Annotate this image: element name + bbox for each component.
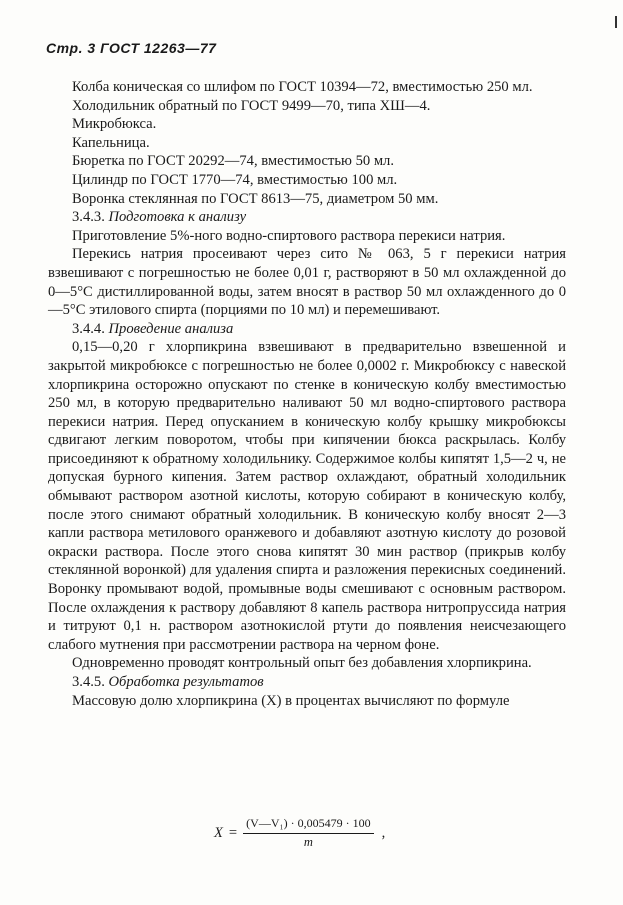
section-heading-preparation bbox=[48, 208, 566, 227]
formula-intro: Массовую долю хлорпикрина (X) в процентах вычисляют по формуле bbox=[72, 692, 510, 709]
equipment-burette: Бюретка по ГОСТ 20292—74, вместимостью 50 мл. bbox=[72, 153, 394, 170]
formula-numerator: (V—V₁) · 0,005479 · 100 bbox=[243, 816, 374, 834]
equipment-microbux: Микробюкса. bbox=[72, 116, 157, 133]
equipment-condenser: Холодильник обратный по ГОСТ 9499—70, типа ХШ—4. bbox=[72, 97, 431, 114]
section-heading-analysis bbox=[48, 320, 566, 339]
section-title: Проведение анализа bbox=[108, 320, 234, 337]
section-heading-results bbox=[48, 673, 566, 692]
section-number: 3.4.5. bbox=[72, 674, 105, 690]
equipment-flask: Колба коническая со шлифом по ГОСТ 10394—72, вместимостью 250 мл. bbox=[72, 79, 533, 95]
edge-mark bbox=[615, 16, 617, 28]
equipment-cylinder: Цилиндр по ГОСТ 1770—74, вместимостью 100 мл. bbox=[72, 171, 398, 188]
page-header: Стр. 3 ГОСТ 12263—77 bbox=[46, 40, 217, 56]
section-number: 3.4.4. bbox=[72, 320, 105, 337]
section-title: Подготовка к анализу bbox=[108, 209, 247, 226]
document-body bbox=[48, 78, 566, 710]
section-number: 3.4.3. bbox=[72, 209, 105, 226]
equipment-dropper: Капельница. bbox=[72, 134, 150, 151]
formula bbox=[214, 816, 385, 850]
section-title: Обработка результатов bbox=[108, 674, 264, 690]
control-experiment: Одновременно проводят контрольный опыт без добавления хлорпикрина. bbox=[72, 655, 532, 672]
formula-lhs: X bbox=[214, 824, 223, 841]
formula-denominator: m bbox=[303, 835, 313, 849]
formula-equals: = bbox=[228, 824, 238, 841]
preparation-procedure: Перекись натрия просеивают через сито № 063, 5 г перекиси натрия взвешивают с погрешностью не более 0,01 г, растворяют в 50 мл охлажденной до 0—5°С дистиллированной воды, затем вносят в раствор 50 мл охлажденного до 0—5°С этилового спирта (порциями по 10 мл) и перемешивают. bbox=[48, 246, 566, 319]
formula-fraction bbox=[243, 816, 374, 850]
formula-trailing: , bbox=[381, 824, 386, 841]
equipment-funnel: Воронка стеклянная по ГОСТ 8613—75, диаметром 50 мм. bbox=[72, 190, 439, 207]
analysis-procedure: 0,15—0,20 г хлорпикрина взвешивают в предварительно взвешенной и закрытой микробюксе с погрешностью не более 0,0002 г. Микробюксу с навеской хлорпикрина осторожно опускают по стенке в коническую колбу вместимостью 250 мл, в которую предварительно наливают 50 мл водно-спиртового раствора перекиси натрия. Перед опусканием в коническую колбу крышку микробюксы сдвигают легким поворотом, чтобы при кипячении бюкса раскрылась. Колбу присоединяют к обратному холодильнику. Содержимое колбы кипятят 1,5—2 ч, не допуская бурного кипения. Затем раствор охлаждают, обратный холодильник обмывают раствором азотной кислоты, которую собирают в коническую колбу, после этого снимают обратный холодильник. В коническую колбу вносят 2—3 капли раствора метилового оранжевого и добавляют азотную кислоту до розовой окраски раствора. После этого снова кипятят 30 мин раствор (прикрыв колбу стеклянной воронкой) для удаления спирта и разложения перекисных соединений. Воронку промывают водой, промывные воды смешивают с основным раствором. После охлаждения к раствору добавляют 8 капель раствора нитропруссида натрия и титруют 0,1 н. раствором азотнокислой ртути до появления неисчезающего слабого мутнения при рассмотрении раствора на черном фоне. bbox=[48, 339, 566, 653]
preparation-title: Приготовление 5%-ного водно-спиртового раствора перекиси натрия. bbox=[72, 227, 506, 244]
